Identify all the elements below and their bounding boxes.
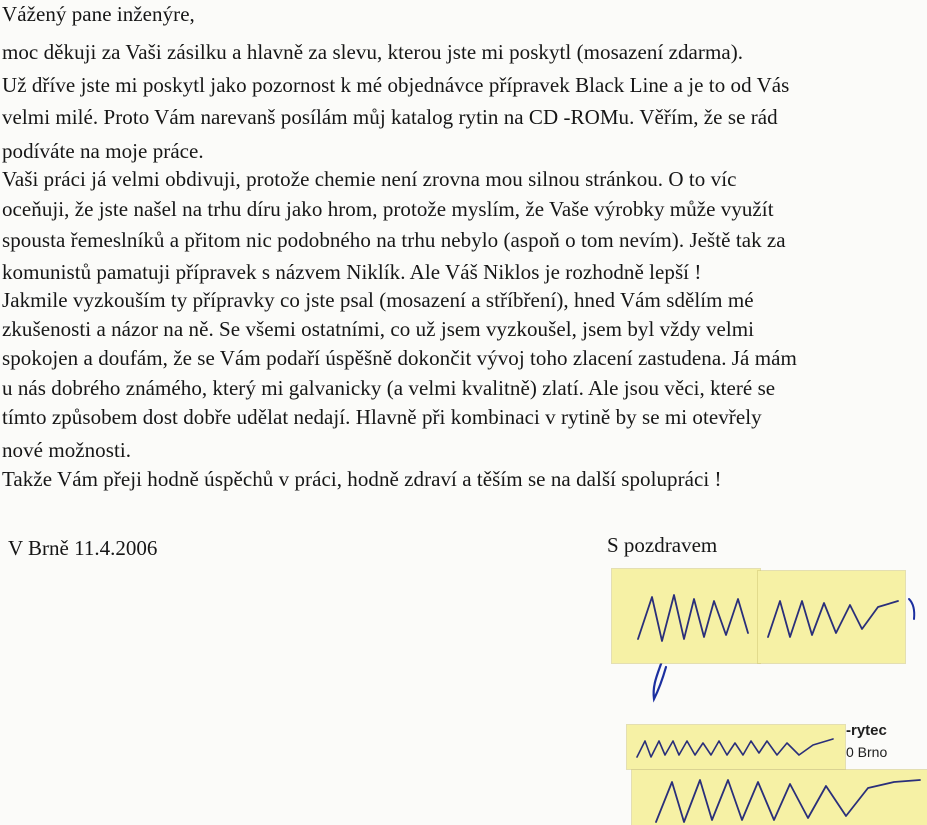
stamp-sticky-note: [632, 770, 927, 825]
signature-sticky-note: [758, 571, 905, 663]
signature-scribble: [612, 569, 760, 663]
body-line: podíváte na moje práce.: [2, 139, 204, 163]
body-line: Jakmile vyzkouším ty přípravky co jste psal (mosazení a stříbření), hned Vám sdělím mé: [2, 288, 754, 312]
place-date: V Brně 11.4.2006: [8, 536, 158, 560]
body-line: Takže Vám přeji hodně úspěchů v práci, hodně zdraví a těším se na další spolupráci !: [2, 467, 722, 491]
body-line: spousta řemeslníků a přitom nic podobného na trhu nebylo (aspoň o tom nevím). Ještě tak za: [2, 228, 786, 252]
closing-phrase: S pozdravem: [607, 533, 718, 557]
body-line: Už dříve jste mi poskytl jako pozornost k mé objednávce přípravek Black Line a je to od Vás: [2, 73, 790, 97]
signature-scribble: [758, 571, 905, 663]
stamp-scribble: [632, 770, 927, 825]
stamp-name: -rytec: [846, 722, 887, 739]
salutation: Vážený pane inženýre,: [2, 2, 195, 26]
body-line: Vaši práci já velmi obdivuji, protože chemie není zrovna mou silnou stránkou. O to víc: [2, 167, 737, 191]
body-line: tímto způsobem dost dobře udělat nedají. Hlavně při kombinaci v rytině by se mi otevřely: [2, 405, 762, 429]
stamp-sticky-note: [627, 725, 845, 769]
stamp-city: 0 Brno: [846, 744, 888, 760]
body-line: oceňuji, že jste našel na trhu díru jako hrom, protože myslím, že Vaše výrobky může využít: [2, 197, 774, 221]
body-line: zkušenosti a názor na ně. Se všemi ostatními, co už jsem vyzkoušel, jsem byl vždy velmi: [2, 317, 755, 341]
stamp-scribble: [627, 725, 845, 769]
body-line: nové možnosti.: [2, 438, 132, 462]
body-line: velmi milé. Proto Vám narevanš posílám můj katalog rytin na CD -ROMu. Věřím, že se rád: [2, 105, 778, 129]
body-line: moc děkuji za Vaši zásilku a hlavně za slevu, kterou jste mi poskytl (mosazení zdarma).: [2, 40, 744, 64]
signature-sticky-note: [612, 569, 760, 663]
body-line: u nás dobrého známého, který mi galvanicky (a velmi kvalitně) zlatí. Ale jsou věci, které se: [2, 376, 776, 400]
body-line: komunistů pamatuji přípravek s názvem Niklík. Ale Váš Niklos je rozhodně lepší !: [2, 260, 702, 284]
pen-tick-mark: [905, 595, 925, 625]
body-line: spokojen a doufám, že se Vám podaří úspěšně dokončit vývoj toho zlacení zastudena. Já mám: [2, 346, 797, 370]
